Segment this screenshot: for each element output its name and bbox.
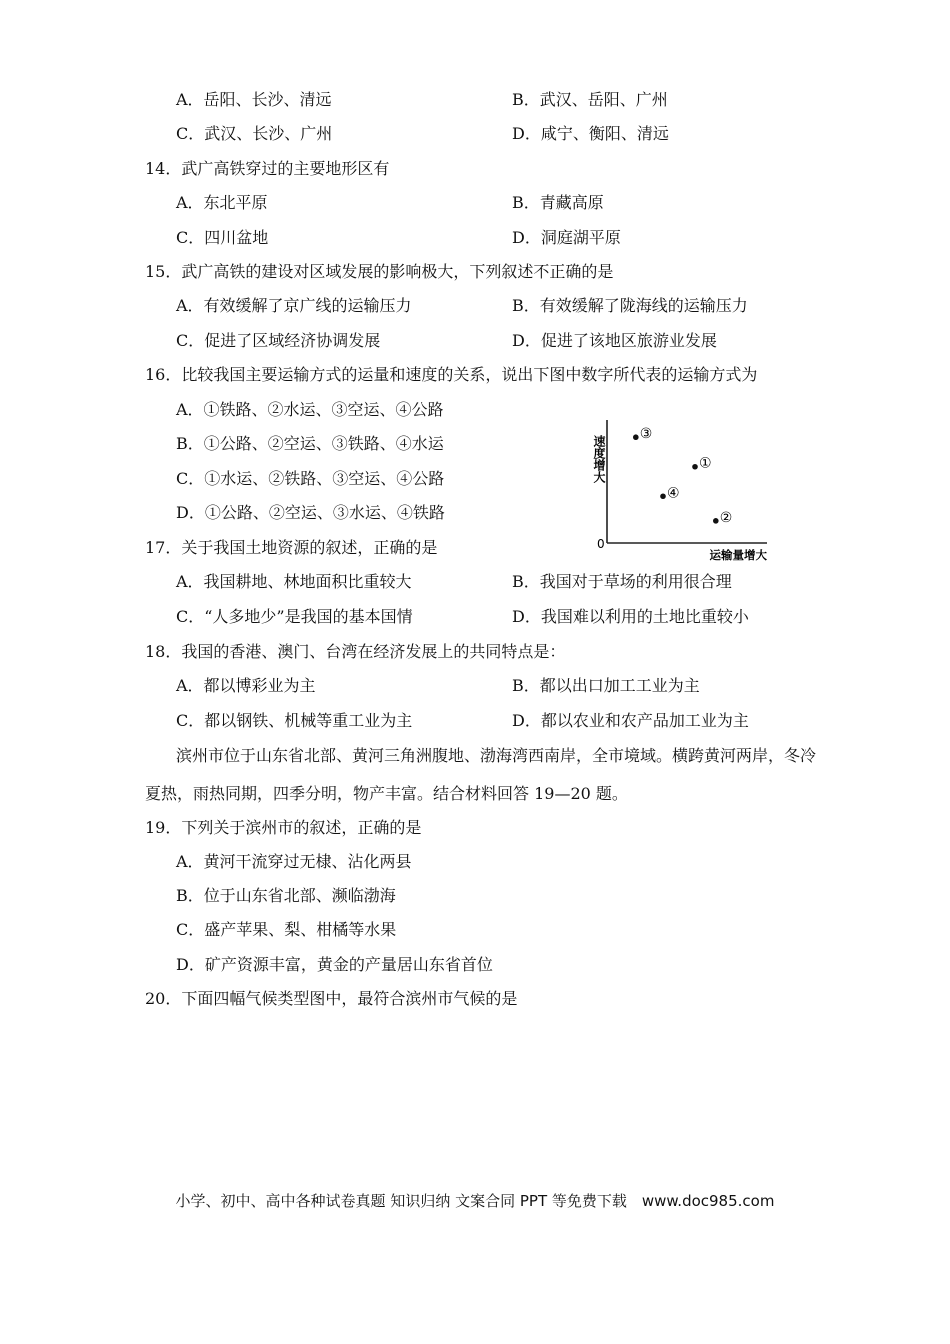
q13-option-c: C．武汉、长沙、广州 [176,124,333,143]
q19-option-d: D．矿产资源丰富，黄金的产量居山东省首位 [176,955,493,974]
q18-stem: 18．我国的香港、澳门、台湾在经济发展上的共同特点是： [145,642,566,661]
scatter-point-label-2: ① [699,455,712,472]
q14-option-b: B．青藏高原 [512,193,604,212]
scatter-point-2 [692,464,698,470]
q17-option-b: B．我国对于草场的利用很合理 [512,572,732,591]
q16-option-b: B．①公路、②空运、③铁路、④水运 [176,434,444,453]
q19-option-a: A．黄河干流穿过无棣、沾化两县 [176,852,412,871]
q19-stem: 19．下列关于滨州市的叙述，正确的是 [145,818,422,837]
scatter-point-label-4: ② [719,509,733,526]
q17-option-d: D．我国难以利用的土地比重较小 [512,607,749,626]
scatter-point-1 [633,434,639,440]
x-axis-label: 运输量增大 [709,548,767,562]
material-line-2: 夏热，雨热同期，四季分明，物产丰富。结合材料回答 19—20 题。 [145,784,628,803]
q13-option-d: D．咸宁、衡阳、清远 [512,124,669,143]
q16-stem: 16．比较我国主要运输方式的运量和速度的关系，说出下图中数字所代表的运输方式为 [145,365,758,384]
scatter-point-label-1: ③ [639,426,653,443]
scatter-point-3 [660,493,666,499]
q20-stem: 20．下面四幅气候类型图中，最符合滨州市气候的是 [145,989,518,1008]
q14-option-a: A．东北平原 [176,193,268,212]
q18-option-b: B．都以出口加工工业为主 [512,676,700,695]
q14-option-c: C．四川盆地 [176,228,269,247]
q19-option-c: C．盛产苹果、梨、柑橘等水果 [176,920,397,939]
q17-stem: 17．关于我国土地资源的叙述，正确的是 [145,538,438,557]
q17-option-a: A．我国耕地、林地面积比重较大 [176,572,412,591]
material-line-1: 滨州市位于山东省北部、黄河三角洲腹地、渤海湾西南岸，全市境域。横跨黄河两岸，冬冷 [176,746,817,765]
q15-stem: 15．武广高铁的建设对区域发展的影响极大，下列叙述不正确的是 [145,262,614,281]
q14-option-d: D．洞庭湖平原 [512,228,621,247]
q15-option-d: D．促进了该地区旅游业发展 [512,331,717,350]
q18-option-a: A．都以博彩业为主 [176,676,316,695]
footer-text: 小学、初中、高中各种试卷真题 知识归纳 文案合同 PPT 等免费下载 www.doc985.com [175,1192,775,1210]
q15-option-b: B．有效缓解了陇海线的运输压力 [512,296,748,315]
y-axis-label: 速度增大 [592,435,606,483]
origin-label: 0 [597,537,605,551]
scatter-point-label-3: ④ [667,485,680,502]
q17-option-c: C．“人多地少”是我国的基本国情 [176,607,413,626]
q16-option-a: A．①铁路、②水运、③空运、④公路 [176,400,444,419]
q13-option-a: A．岳阳、长沙、清远 [176,90,332,109]
q13-option-b: B．武汉、岳阳、广州 [512,90,668,109]
transport-speed-volume-chart [585,415,770,565]
q16-option-d: D．①公路、②空运、③水运、④铁路 [176,503,445,522]
q15-option-c: C．促进了区域经济协调发展 [176,331,381,350]
q18-option-d: D．都以农业和农产品加工业为主 [512,711,749,730]
q15-option-a: A．有效缓解了京广线的运输压力 [176,296,412,315]
q18-option-c: C．都以钢铁、机械等重工业为主 [176,711,413,730]
q14-stem: 14．武广高铁穿过的主要地形区有 [145,159,390,178]
q19-option-b: B．位于山东省北部、濒临渤海 [176,886,396,905]
scatter-point-4 [713,518,719,524]
q16-option-c: C．①水运、②铁路、③空运、④公路 [176,469,445,488]
